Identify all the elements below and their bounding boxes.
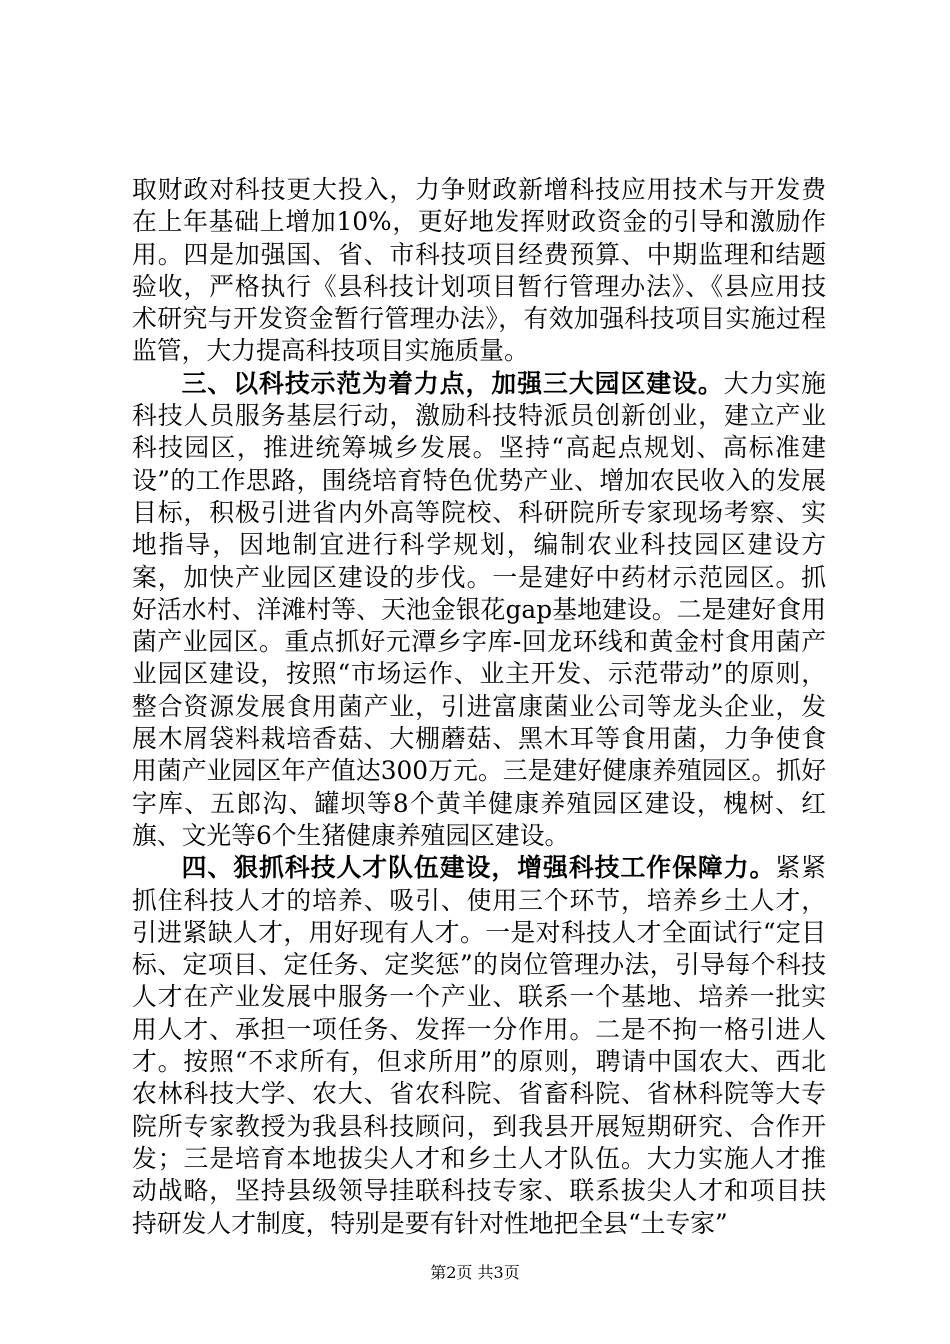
section-four-heading: 四、狠抓科技人才队伍建设，增强科技工作保障力。 xyxy=(181,853,776,883)
section-three-heading: 三、以科技示范为着力点，加强三大园区建设。 xyxy=(181,368,724,398)
paragraph-text: 取财政对科技更大投入，力争财政新增科技应用技术与开发费在上年基础上增加10%，更好地发挥财政资金的引导和激励作用。四是加强国、省、市科技项目经费预算、中期监理和结题验收，严格执行《县科技计划项目暂行管理办法》、《县应用技术研究与开发资金暂行管理办法》，有效加强科技项目实施过程监管，大力提高科技项目实施质量。 xyxy=(132,175,826,366)
paragraph-continuation xyxy=(132,174,826,368)
document-body xyxy=(132,174,826,1240)
section-four-text: 紧紧抓住科技人才的培养、吸引、使用三个环节，培养乡土人才，引进紧缺人才，用好现有人才。一是对科技人才全面试行“定目标、定项目、定任务、定奖惩”的岗位管理办法，引导每个科技人才在产业发展中服务一个产业、联系一个基地、培养一批实用人才、承担一项任务、发挥一分作用。二是不拘一格引进人才。按照“不求所有，但求所用”的原则，聘请中国农大、西北农林科技大学、农大、省农科院、省畜科院、省林科院等大专院所专家教授为我县科技顾问，到我县开展短期研究、合作开发；三是培育本地拔尖人才和乡土人才队伍。大力实施人才推动战略，坚持县级领导挂联科技专家、联系拔尖人才和项目扶持研发人才制度，特别是要有针对性地把全县“土专家” xyxy=(132,853,826,1238)
section-three-text: 大力实施科技人员服务基层行动，激励科技特派员创新创业，建立产业科技园区，推进统筹城乡发展。坚持“高起点规划、高标准建设”的工作思路，围绕培育特色优势产业、增加农民收入的发展目标，积极引进省内外高等院校、科研院所专家现场考察、实地指导，因地制宜进行科学规划，编制农业科技园区建设方案，加快产业园区建设的步伐。一是建好中药材示范园区。抓好活水村、洋滩村等、天池金银花gap基地建设。二是建好食用菌产业园区。重点抓好元潭乡字库-回龙环线和黄金村食用菌产业园区建设，按照“市场运作、业主开发、示范带动”的原则，整合资源发展食用菌产业，引进富康菌业公司等龙头企业，发展木屑袋料栽培香菇、大棚蘑菇、黑木耳等食用菌，力争使食用菌产业园区年产值达300万元。三是建好健康养殖园区。抓好字库、五郎沟、罐坝等8个黄羊健康养殖园区建设，槐树、红旗、文光等6个生猪健康养殖园区建设。 xyxy=(132,368,826,850)
section-four-paragraph xyxy=(132,852,826,1240)
section-three-paragraph xyxy=(132,368,826,852)
page-number-footer: 第2页 共3页 xyxy=(430,1263,520,1282)
